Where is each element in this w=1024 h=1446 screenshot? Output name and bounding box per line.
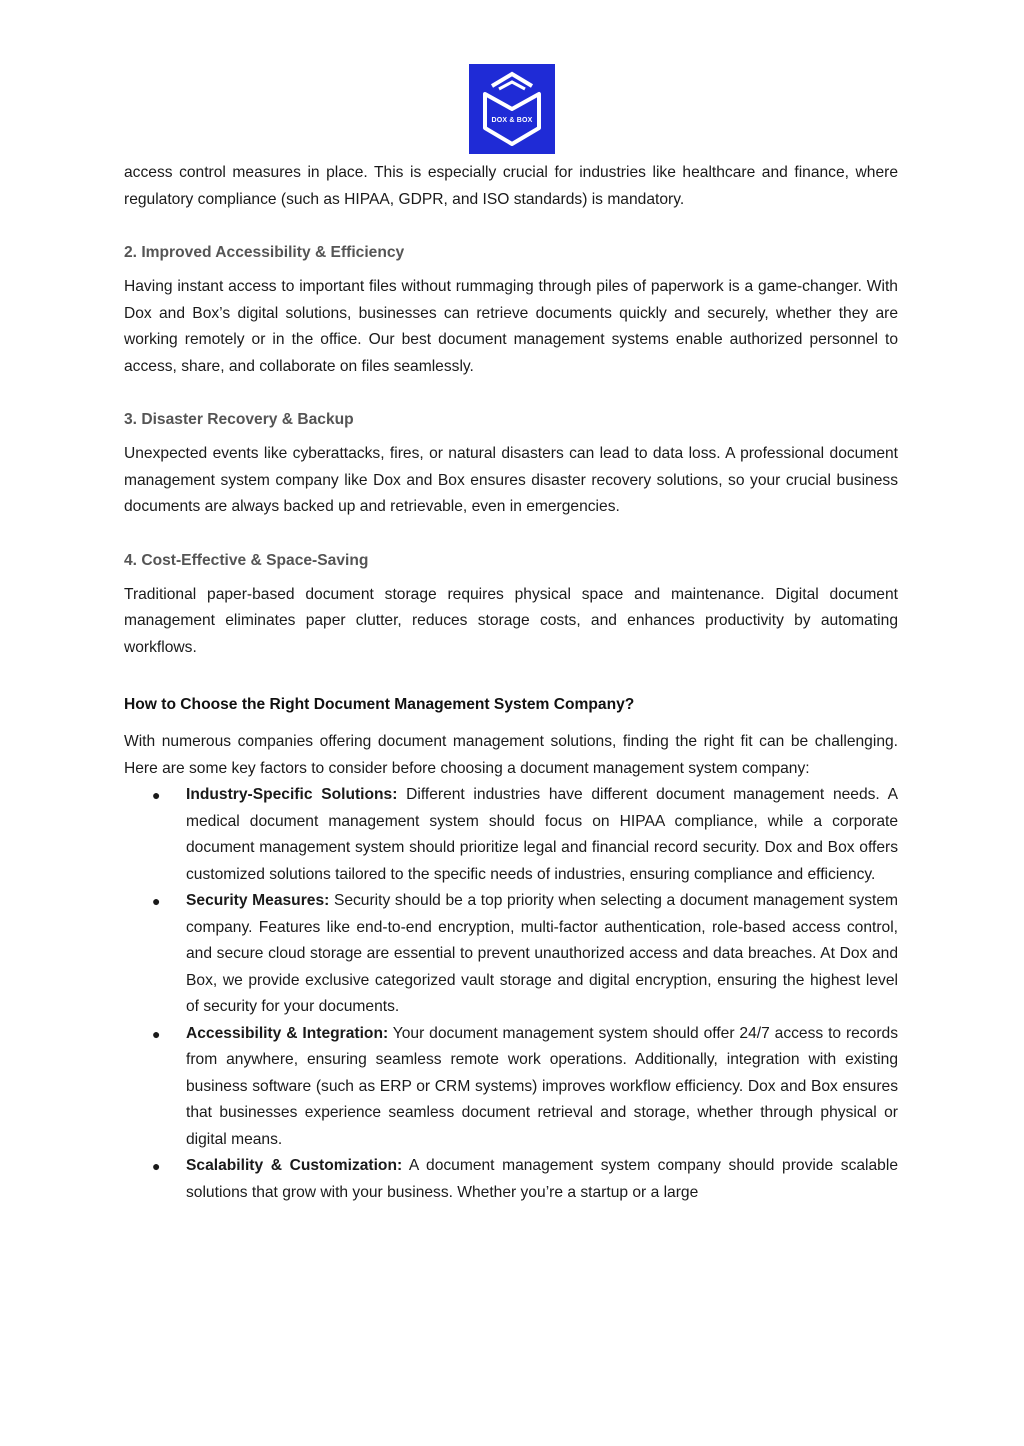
list-item xyxy=(124,1153,898,1206)
section-heading-cost-effective: 4. Cost-Effective & Space-Saving xyxy=(124,551,369,569)
factors-list xyxy=(124,782,898,1206)
dox-and-box-logo xyxy=(469,64,555,154)
factor-term: Security Measures: xyxy=(186,892,330,909)
section-heading-disaster-recovery: 3. Disaster Recovery & Backup xyxy=(124,411,354,428)
section-body-accessibility: Having instant access to important files without rummaging through piles of paperwork is a game-changer. With Dox and Box’s digital solutions, businesses can retrieve documents quickly and securely, whether they are working remotely or in the office. Our best document management systems enable authorized personnel to access, share, and collaborate on files seamlessly. xyxy=(124,278,898,375)
choose-intro-paragraph: With numerous companies offering document management solutions, finding the right fit can be challenging. Here are some key factors to consider before choosing a document management system company: xyxy=(124,733,898,777)
box-logo-icon xyxy=(469,64,555,154)
bullet-icon: ● xyxy=(152,1158,161,1174)
list-item xyxy=(124,1021,898,1154)
section-body-disaster-recovery: Unexpected events like cyberattacks, fires, or natural disasters can lead to data loss. A professional document management system company like Dox and Box ensures disaster recovery solutions, so your crucial business documents are always backed up and retrievable, even in emergencies. xyxy=(124,445,898,515)
factor-term: Accessibility & Integration: xyxy=(186,1024,389,1042)
choose-heading: How to Choose the Right Document Management System Company? xyxy=(124,696,635,713)
factor-term: Scalability & Customization: xyxy=(186,1157,403,1174)
factor-text: Different industries have different document management needs. A medical document management system should focus on HIPAA compliance, while a corporate document management system should prioritize legal and financial record security. Dox and Box offers customized solutions tailored to the specific needs of industries, ensuring compliance and efficiency. xyxy=(186,786,898,883)
factor-text: Your document management system should offer 24/7 access to records from anywhere, ensuring seamless remote work operations. Additionally, integration with existing business software (such as ERP or CRM systems) improves workflow efficiency. Dox and Box ensures that businesses experience seamless document retrieval and storage, whether through physical or digital means. xyxy=(186,1024,898,1148)
bullet-icon: ● xyxy=(152,893,161,909)
list-item xyxy=(124,782,898,888)
bullet-icon: ● xyxy=(152,1025,161,1042)
section-heading-accessibility: 2. Improved Accessibility & Efficiency xyxy=(124,244,405,261)
bullet-icon: ● xyxy=(152,787,161,803)
factor-term: Industry-Specific Solutions: xyxy=(186,786,398,803)
factor-text: Security should be a top priority when selecting a document management system company. Features like end-to-end encryption, multi-factor authentication, role-based access control, and secure cloud storage are essential to prevent unauthorized access and data breaches. At Dox and Box, we provide exclusive categorized vault storage and digital encryption, ensuring the highest level of security for your documents. xyxy=(186,892,898,1015)
intro-continuation-paragraph: access control measures in place. This is especially crucial for industries like healthcare and finance, where regulatory compliance (such as HIPAA, GDPR, and ISO standards) is mandatory. xyxy=(124,164,898,208)
factor-text: A document management system company should provide scalable solutions that grow with your business. Whether you’re a startup or a large xyxy=(186,1157,898,1201)
list-item xyxy=(124,888,898,1021)
document-content xyxy=(124,160,898,1206)
logo-text: DOX & BOX xyxy=(491,117,533,124)
section-body-cost-effective: Traditional paper-based document storage requires physical space and maintenance. Digital document management eliminates paper clutter, reduces storage costs, and enhances productivity by automating workflows. xyxy=(124,585,898,656)
